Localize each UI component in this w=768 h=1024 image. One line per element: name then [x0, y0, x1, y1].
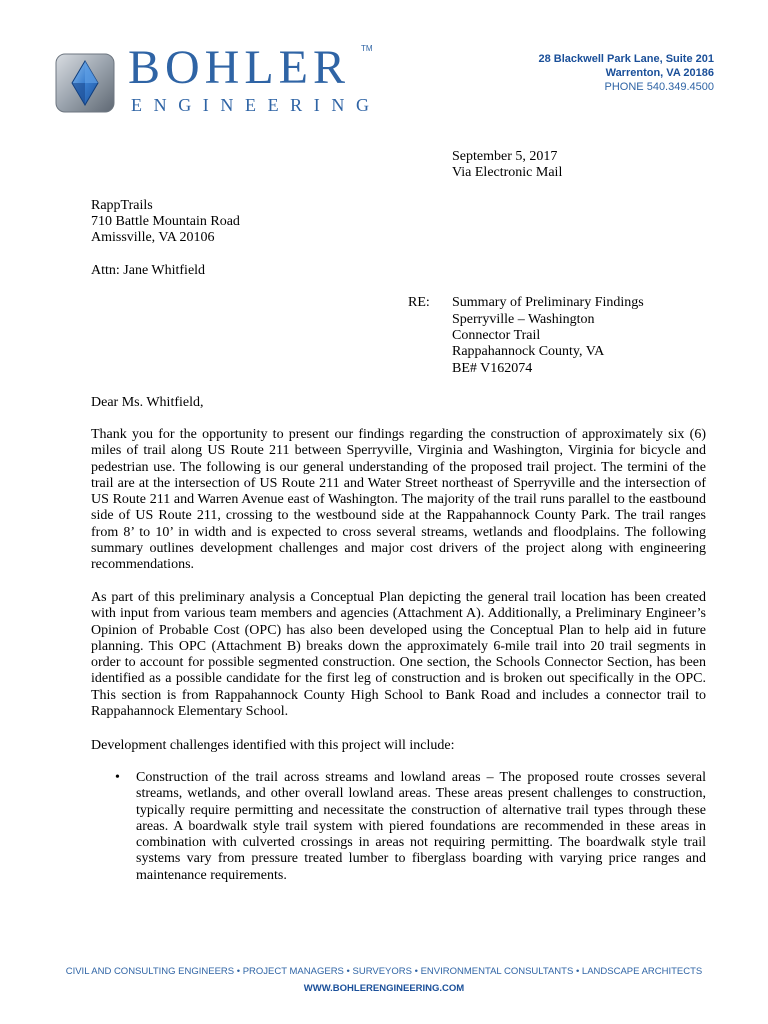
re-line: BE# V162074	[452, 361, 533, 376]
address-line-2: Warrenton, VA 20186	[605, 67, 714, 79]
attention-line: Attn: Jane Whitfield	[91, 263, 206, 278]
bohler-logo-icon	[54, 52, 116, 114]
address-line-1: 28 Blackwell Park Lane, Suite 201	[538, 53, 714, 65]
challenges-intro: Development challenges identified with this project will include:	[91, 738, 455, 753]
trademark-mark: TM	[361, 44, 373, 53]
re-line: Sperryville – Washington	[452, 312, 595, 327]
footer-services: CIVIL AND CONSULTING ENGINEERS • PROJECT MANAGERS • SURVEYORS • ENVIRONMENTAL CONSULTANTS • LANDSCAPE ARCHITECTS	[65, 966, 703, 977]
brand-name: BOHLER	[128, 41, 350, 94]
recipient-street: 710 Battle Mountain Road	[91, 214, 240, 229]
letter-date: September 5, 2017	[452, 149, 558, 164]
body-paragraph-2: As part of this preliminary analysis a Conceptual Plan depicting the general trail location has been created with input from various team members and agencies (Attachment A). Additionally, a Preliminary Engineer’s Opinion of Probable Cost (OPC) has also been developed using the Conceptual Plan to help aid in future planning. This OPC (Attachment B) breaks down the approximately 6-mile trail into 20 trail segments in order to account for possible segmented construction. One section, the Schools Connector Section, has been identified as a possible candidate for the first leg of construction and is broken out specifically in the OPC. This section is from Rappahannock County High School to Bank Road and includes a connector trail to Rappahannock Elementary School.	[91, 590, 706, 720]
re-line: Connector Trail	[452, 328, 541, 343]
brand-subtitle: ENGINEERING	[131, 95, 381, 115]
re-label: RE:	[408, 295, 430, 310]
recipient-city: Amissville, VA 20106	[91, 230, 215, 245]
phone-number: PHONE 540.349.4500	[604, 81, 714, 93]
bullet-icon: •	[115, 770, 120, 785]
salutation: Dear Ms. Whitfield,	[91, 395, 204, 410]
footer-website-link[interactable]: WWW.BOHLERENGINEERING.COM	[303, 983, 465, 994]
recipient-name: RappTrails	[91, 198, 153, 213]
body-paragraph-1: Thank you for the opportunity to present our findings regarding the construction of approximately six (6) miles of trail along US Route 211 between Sperryville, Virginia and Washington, Virginia for bicycle and pedestrian use. The following is our general understanding of the proposed trail project. The termini of the trail are at the intersection of US Route 211 and Water Street northeast of Sperryville and the intersection of US Route 211 and Warren Avenue east of Washington. The majority of the trail runs parallel to the eastbound side of US Route 211, crossing to the westbound side at the Rappahannock County Park. The trail ranges from 8’ to 10’ in width and is expected to cross several streams, wetlands and floodplains. The following summary outlines development challenges and major cost drivers of the project along with engineering recommendations.	[91, 427, 706, 573]
bullet-item: Construction of the trail across streams and lowland areas – The proposed route crosses several streams, wetlands, and other overall lowland areas. These areas present challenges to construction, typically require permitting and necessitate the construction of alternative trail types through these areas. A boardwalk style trail system with piered foundations are recommended in these areas in combination with culverted crossings in areas not requiring permitting. The boardwalk style trail systems vary from pressure treated lumber to fiberglass boarding with varying price ranges and maintenance requirements.	[136, 770, 706, 883]
delivery-method: Via Electronic Mail	[452, 165, 563, 180]
re-line: Rappahannock County, VA	[452, 344, 605, 359]
re-line: Summary of Preliminary Findings	[452, 295, 644, 310]
